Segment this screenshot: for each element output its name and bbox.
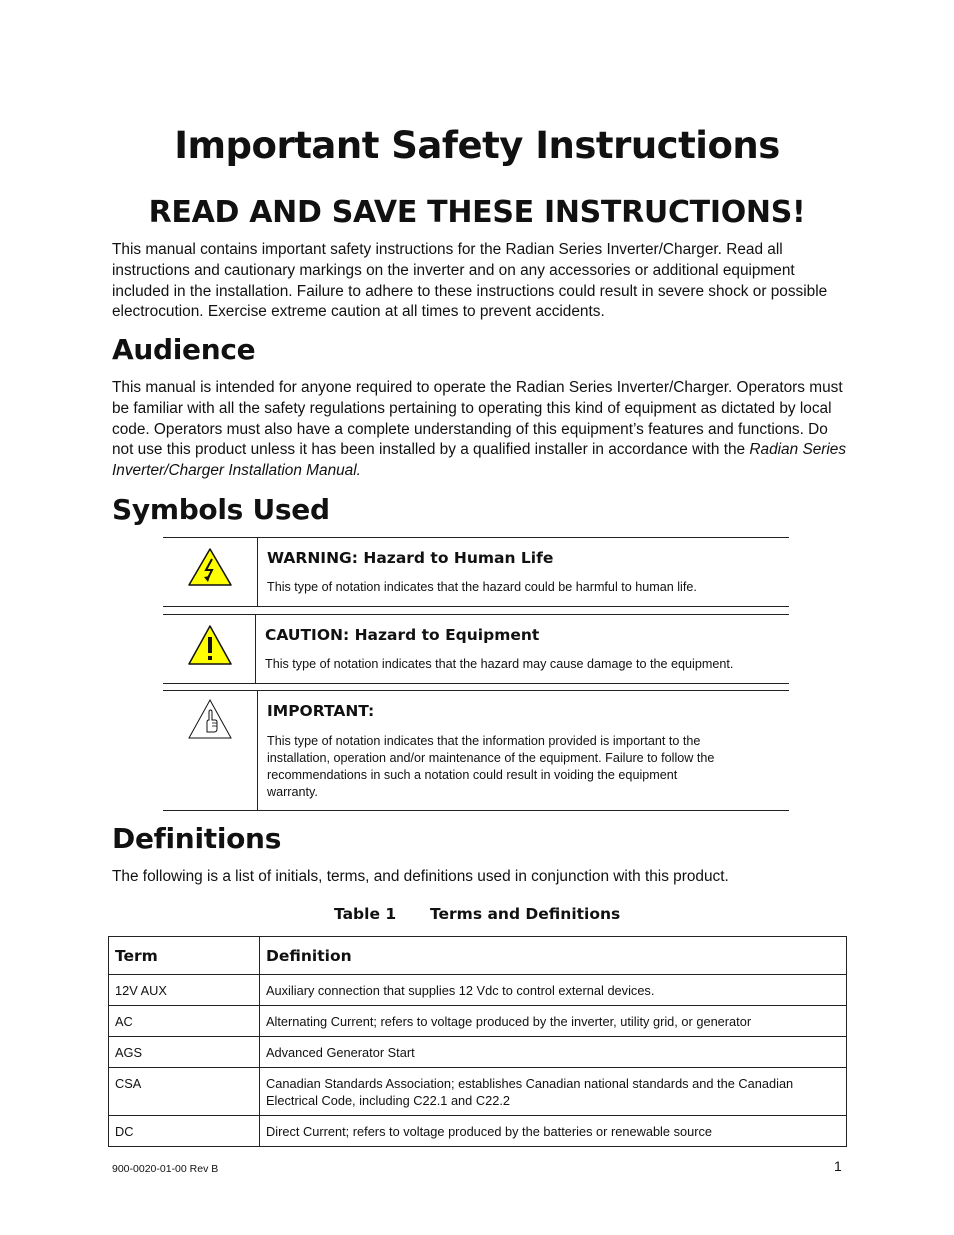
document-number: 900-0020-01-00 Rev B — [112, 1163, 219, 1175]
column-header-term: Term — [109, 937, 260, 975]
definitions-heading: Definitions — [112, 822, 282, 855]
term-cell: AC — [109, 1006, 260, 1037]
definition-cell: Auxiliary connection that supplies 12 Vdc to control external devices. — [260, 975, 847, 1006]
definitions-intro: The following is a list of initials, terms, and definitions used in conjunction with this product. — [112, 868, 729, 885]
table-row — [109, 1068, 847, 1116]
column-header-definition: Definition — [260, 937, 847, 975]
table-caption — [334, 905, 620, 923]
manual-title: Radian Series Inverter/Charger Installation Manual. — [112, 441, 847, 480]
pointing-hand-icon — [187, 698, 233, 740]
term-cell: AGS — [109, 1037, 260, 1068]
symbols-heading: Symbols Used — [112, 493, 330, 526]
exclamation-warning-icon — [187, 624, 233, 666]
term-cell: 12V AUX — [109, 975, 260, 1006]
term-cell: DC — [109, 1116, 260, 1147]
definition-cell: Alternating Current; refers to voltage produced by the inverter, utility grid, or generator — [260, 1006, 847, 1037]
term-cell: CSA — [109, 1068, 260, 1116]
caution-title: CAUTION: Hazard to Equipment — [265, 626, 540, 644]
definition-cell: Advanced Generator Start — [260, 1037, 847, 1068]
audience-text: This manual is intended for anyone required to operate the Radian Series Inverter/Charger. Operators must be familiar with all the safety regulations pertaining to operating this kind of equipment as dictated by local code. Operators must also have a complete understanding of this equipment’s features and functions. Do not use this product unless it has been installed by a qualified installer in accordance with the — [112, 379, 843, 459]
important-title: IMPORTANT: — [267, 702, 375, 720]
electrical-hazard-icon — [187, 547, 233, 587]
table-header-row — [109, 937, 847, 975]
warning-text: This type of notation indicates that the hazard could be harmful to human life. — [267, 580, 697, 594]
warning-title: WARNING: Hazard to Human Life — [267, 549, 554, 567]
page-subtitle: READ AND SAVE THESE INSTRUCTIONS! — [148, 195, 806, 230]
table-title: Terms and Definitions — [430, 905, 621, 923]
important-text: This type of notation indicates that the information provided is important to the installation, operation and/or maintenance of the equipment. Failure to follow the recommendations in such a notation could result in voiding the equipment warranty. — [267, 734, 715, 799]
intro-paragraph: This manual contains important safety instructions for the Radian Series Inverter/Charger. Read all instructions and cautionary markings on the inverter and on any accessories or additional equipment included in the installation. Failure to adhere to these instructions could result in severe shock or possible electrocution. Exercise extreme caution at all times to prevent accidents. — [112, 241, 828, 321]
important-notation — [163, 690, 789, 811]
definition-cell: Canadian Standards Association; establishes Canadian national standards and the Canadian Electrical Code, including C22.1 and C22.2 — [260, 1068, 847, 1116]
audience-heading: Audience — [112, 333, 256, 366]
definition-cell: Direct Current; refers to voltage produced by the batteries or renewable source — [260, 1116, 847, 1147]
caution-notation — [163, 614, 789, 684]
definitions-table — [108, 936, 847, 1147]
caution-text: This type of notation indicates that the hazard may cause damage to the equipment. — [265, 657, 734, 671]
page-title: Important Safety Instructions — [174, 124, 780, 167]
table-row — [109, 975, 847, 1006]
table-row — [109, 1037, 847, 1068]
table-row — [109, 1116, 847, 1147]
table-row — [109, 1006, 847, 1037]
audience-paragraph — [112, 378, 847, 482]
warning-notation — [163, 537, 789, 607]
table-number: Table 1 — [334, 905, 397, 923]
page-number: 1 — [834, 1158, 842, 1174]
